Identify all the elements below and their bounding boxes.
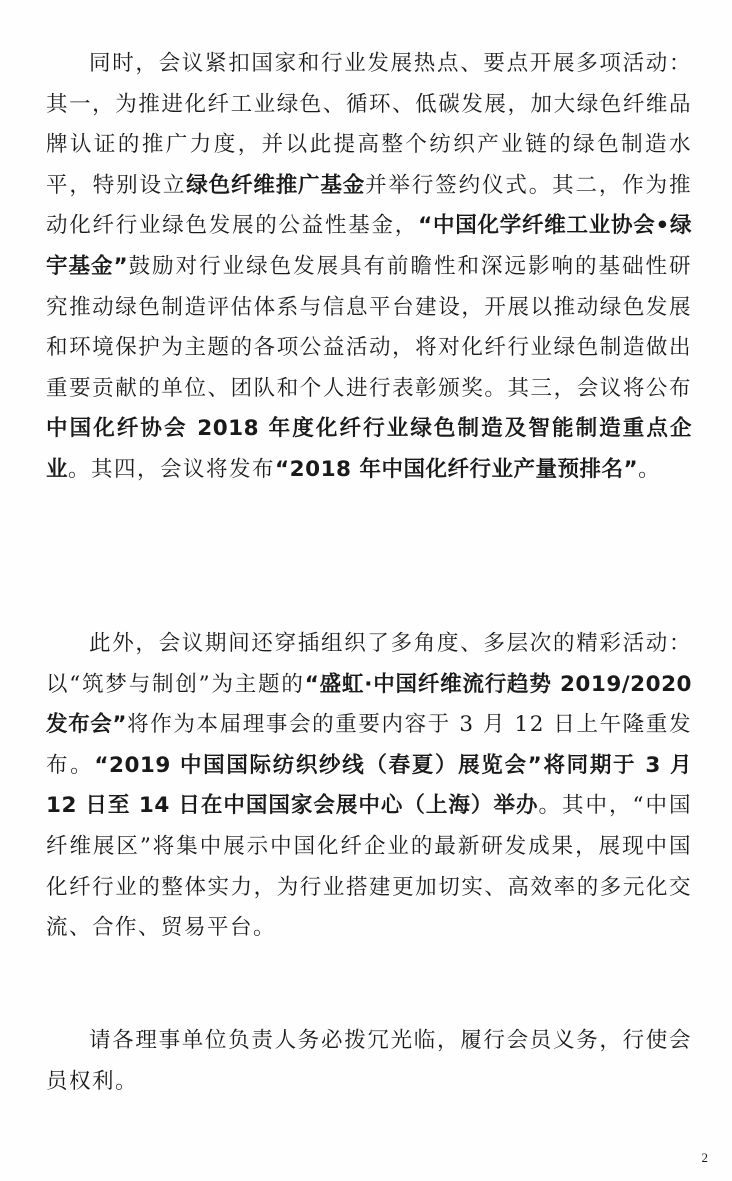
bold-segment-key-enterprises: 中国化纤协会 2018 年度化纤行业绿色制造及智能制造重点企业 [46,416,692,482]
paragraph-events [46,624,692,949]
text-segment: 鼓励对行业绿色发展具有前瞻性和深远影响的基础性研究推动绿色制造评估体系与信息平台建设，开展以推动绿色发展和环境保护为主题的各项公益活动，将对化纤行业绿色制造做出重要贡献的单位、团队和个人进行表彰颁奖。其三，会议将公布 [46,253,692,401]
text-segment: 同时，会议紧扣国家和行业发展热点、要点开展多项活动：其一，为推进化纤工业绿色、循环、低碳发展，加大绿色纤维品牌认证的推广力度，并以此提高整个纺织产业链的绿色制造水平，特别设立 [46,51,692,198]
bold-segment-expo-dates: 将同期于 3 月 12 日至 14 日在中国国家会展中心（上海）举办 [46,752,692,819]
paragraph-invitation [46,1021,692,1102]
bold-segment-trend-launch: “盛虹·中国纤维流行趋势 2019/2020 发布会” [46,671,692,738]
text-segment: 并举行签约仪式。其二，作为推动化纤行业绿色发展的公益性基金， [46,172,692,239]
bold-segment-yarn-expo: “2019 中国国际纺织纱线（春夏）展览会” [94,752,543,778]
paragraph-text [46,1021,692,1102]
bold-segment-lvyu-fund: “中国化学纤维工业协会•绿宇基金” [46,213,692,279]
text-segment: 。其四，会议将发布 [68,456,276,482]
bold-segment-production-ranking: “2018 年中国化纤行业产量预排名” [275,456,639,482]
paragraph-text [46,624,692,949]
paragraph-activities [46,44,692,491]
page-number: 2 [701,1150,708,1165]
text-segment: 。其中，“中国纤维展区”将集中展示中国化纤企业的最新研发成果，展现中国化纤行业的整体实力，为行业搭建更加切实、高效率的多元化交流、合作、贸易平台。 [46,793,693,941]
bold-segment-green-fiber-fund: 绿色纤维推广基金 [186,172,366,198]
text-segment: 请各理事单位负责人务必拨冗光临，履行会员义务，行使会员权利。 [46,1028,692,1094]
paragraph-text [46,44,692,491]
text-segment: 将作为本届理事会的重要内容于 3 月 12 日上午隆重发布。 [46,712,692,778]
text-segment: 。 [638,456,662,482]
text-segment: 此外，会议期间还穿插组织了多角度、多层次的精彩活动：以“筑梦与制创”为主题的 [46,631,692,697]
